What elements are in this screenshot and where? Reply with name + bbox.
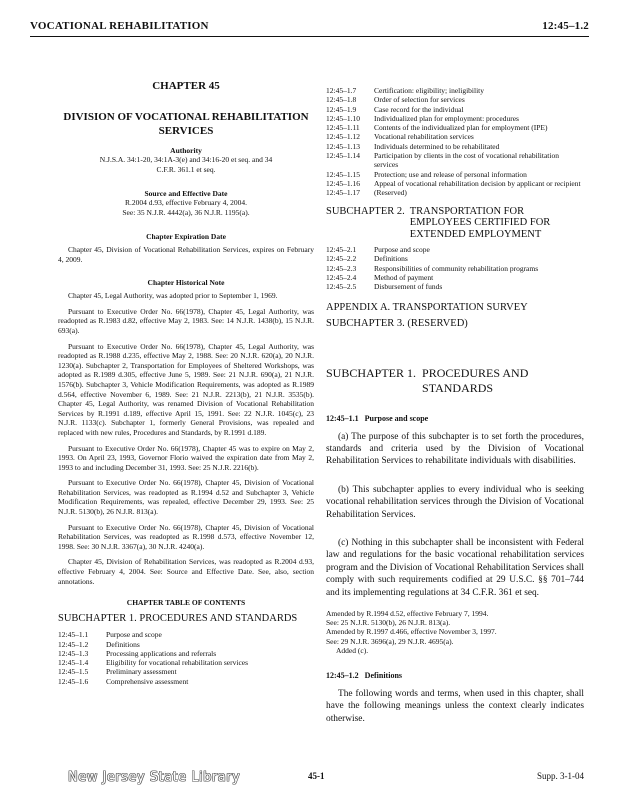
toc-entry[interactable] [326, 142, 584, 151]
toc-entry-title: Purpose and scope [106, 630, 162, 640]
toc-entry[interactable] [326, 245, 584, 254]
toc-subchapter-1-list-continued [326, 86, 584, 198]
page-number: 45-1 [308, 771, 325, 781]
toc-entry-number: 12:45–1.7 [326, 86, 357, 95]
toc-subchapter-2-label: SUBCHAPTER 2. [326, 205, 405, 217]
history-paragraph: Pursuant to Executive Order No. 66(1978), Chapter 45, Division of Vocational Rehabilitation Services, was readopted as R.1994 d.52 and Subchapter 3, Vehicle Modification Requirements, was repealed, effective December 29, 1993. See: 25 N.J.R. 5130(b), 26 N.J.R. 813(a). [58, 478, 314, 517]
toc-entry-number: 12:45–2.3 [326, 263, 357, 273]
toc-entry-number: 12:45–1.16 [326, 178, 360, 188]
toc-entry-number: 12:45–1.2 [58, 639, 89, 649]
section-number: 12:45–1.1 [326, 413, 359, 423]
toc-subchapter-2-list [326, 245, 584, 291]
toc-entry[interactable] [326, 114, 584, 123]
toc-entry[interactable] [326, 188, 584, 197]
toc-entry-number: 12:45–1.5 [58, 667, 89, 677]
supplement-date: Supp. 3-1-04 [537, 771, 584, 781]
toc-entry[interactable] [58, 649, 314, 658]
toc-entry-title: Protection; use and release of personal information [374, 169, 527, 179]
authority-text: N.J.S.A. 34:1-20, 34:1A-3(e) and 34:16-20 et seq. and 34 C.F.R. 361.1 et seq. [99, 155, 273, 174]
toc-entry[interactable] [58, 640, 314, 649]
source-heading: Source and Effective Date [144, 189, 228, 198]
history-paragraph: Pursuant to Executive Order No. 66(1978), Chapter 45, Legal Authority, was readopted as R.1988 d.235, effective May 2, 1988. See: 20 N.J.R. 620(a), 20 N.J.R. 1230(a). Subchapter 2, Transportation for Employees of Sheltered Workshops, was adopted as R.1989 d.305, effective June 5, 1989. See: 21 N.J.R. 690(a), 21 N.J.R. 1576(b). Subchapter 3, Vehicle Modification Requirements, was adopted as R.1989 d.564, effective November 6, 1989. See: 21 N.J.R. 2213(b), 21 N.J.R. 3535(b). Chapter 45, Legal Authority, was renamed Division of Vocational Rehabilitation Services by R.1991 d.189, effective April 15, 1991. See: 22 N.J.R. 1045(c), 23 N.J.R. 1133(c). Subchapter 1, formerly General Provisions, was repealed and replaced with new rules, Procedures and Standards, by R.1991 d.189. [58, 341, 314, 437]
section-title: Definitions [364, 671, 403, 681]
toc-entry-number: 12:45–1.9 [326, 104, 357, 114]
toc-entry[interactable] [326, 282, 584, 291]
toc-entry-title: Responsibilities of community rehabilitation programs [374, 263, 539, 273]
toc-entry-number: 12:45–2.5 [326, 282, 357, 292]
section-paragraph: (a) The purpose of this subchapter is to set forth the procedures, standards and criteria used by the Division of Vocational Rehabilitation Services to rehabilitate individuals with disabilities. [326, 431, 584, 467]
toc-entry-title: Eligibility for vocational rehabilitation services [106, 658, 249, 668]
toc-entry-title: Participation by clients in the cost of vocational rehabilitation services [374, 151, 559, 170]
toc-entry-title: Vocational rehabilitation services [374, 132, 474, 142]
toc-subchapter-3[interactable]: SUBCHAPTER 3. (RESERVED) [326, 317, 468, 329]
history-paragraph: Pursuant to Executive Order No. 66(1978), Chapter 45 was to expire on May 2, 1993. On April 23, 1993, Governor Florio waived the expiration date from May 2, 1993 to and including December 31, 1993. See: 25 N.J.R. 2216(b). [58, 443, 314, 472]
section-number: 12:45–1.2 [326, 671, 359, 681]
toc-entry-number: 12:45–1.1 [58, 630, 89, 640]
left-column [58, 46, 314, 686]
expiration-text: Chapter 45, Division of Vocational Rehabilitation Services, expires on February 4, 2009. [58, 245, 314, 264]
toc-entry-title: Certification: eligibility; ineligibility [374, 86, 484, 95]
history-paragraph: Pursuant to Executive Order No. 66(1978), Chapter 45, Division of Vocational Rehabilitation Services, was readopted as R.1998 d.573, effective November 12, 1998. See: 30 N.J.R. 3367(a), 30 N.J.R. 4240(a). [58, 522, 314, 551]
toc-entry[interactable] [326, 254, 584, 263]
section-title: Purpose and scope [364, 413, 429, 423]
toc-entry-title: Disbursement of funds [374, 282, 443, 292]
history-paragraph: Chapter 45, Legal Authority, was adopted prior to September 1, 1969. [68, 291, 278, 301]
toc-entry-title: Definitions [106, 639, 140, 649]
toc-entry[interactable] [58, 677, 314, 686]
right-column [326, 46, 584, 725]
toc-entry-title: (Reserved) [374, 188, 407, 198]
toc-entry-number: 12:45–1.15 [326, 169, 360, 179]
expiration-heading: Chapter Expiration Date [146, 232, 226, 241]
toc-entry[interactable] [326, 273, 584, 282]
toc-entry[interactable] [326, 105, 584, 114]
library-stamp: New Jersey State Library [68, 770, 241, 785]
toc-entry[interactable] [326, 86, 584, 95]
toc-entry[interactable] [326, 170, 584, 179]
toc-entry-number: 12:45–2.1 [326, 245, 357, 255]
section-heading [326, 671, 584, 680]
subchapter-1-title: PROCEDURES AND STANDARDS [422, 365, 529, 395]
toc-entry-title: Method of payment [374, 272, 434, 282]
chapter-title: DIVISION OF VOCATIONAL REHABILITATION SERVICES [63, 111, 309, 137]
running-header [30, 20, 589, 37]
subchapter-1-heading [326, 366, 584, 396]
toc-entry-title: Comprehensive assessment [106, 676, 189, 686]
toc-entry[interactable] [58, 667, 314, 676]
amendment-line: Added (c). [336, 645, 369, 655]
toc-entry-number: 12:45–1.13 [326, 141, 360, 151]
history-paragraph: Chapter 45, Division of Rehabilitation Services, was readopted as R.2004 d.93, effective February 4, 2004. See: Source and Effective Date. See, also, section annotations. [58, 557, 314, 586]
toc-entry-number: 12:45–1.11 [326, 123, 360, 133]
toc-entry-number: 12:45–1.10 [326, 113, 360, 123]
source-line-2: See: 35 N.J.R. 4442(a), 36 N.J.R. 1195(a). [122, 208, 250, 217]
toc-entry-title: Contents of the individualized plan for employment (IPE) [374, 123, 548, 133]
toc-entry-title: Individualized plan for employment: procedures [374, 113, 519, 123]
section-paragraph: The following words and terms, when used in this chapter, shall have the following meanings unless the context clearly indicates otherwise. [326, 689, 584, 724]
toc-entry[interactable] [326, 132, 584, 141]
toc-subchapter-2-title: TRANSPORTATION FOR EMPLOYEES CERTIFIED FOR EXTENDED EMPLOYMENT [409, 205, 551, 240]
header-title: VOCATIONAL REHABILITATION [30, 20, 209, 32]
header-section-number: 12:45–1.2 [542, 20, 589, 32]
toc-entry-title: Appeal of vocational rehabilitation decision by applicant or recipient [374, 178, 581, 188]
toc-entry-number: 12:45–1.12 [326, 132, 360, 142]
toc-entry-title: Processing applications and referrals [106, 648, 217, 658]
authority-heading: Authority [170, 146, 202, 155]
subchapter-1-label: SUBCHAPTER 1. [326, 365, 417, 380]
toc-entry-title: Definitions [374, 254, 408, 264]
source-line-1: R.2004 d.93, effective February 4, 2004. [125, 198, 247, 207]
toc-entry-title: Individuals determined to be rehabilitated [374, 141, 500, 151]
toc-entry-title: Preliminary assessment [106, 667, 177, 677]
amendment-line: See: 25 N.J.R. 5130(b), 26 N.J.R. 813(a). [326, 618, 451, 628]
toc-entry-number: 12:45–2.2 [326, 254, 357, 264]
history-heading: Chapter Historical Note [147, 278, 225, 288]
toc-entry-number: 12:45–1.6 [58, 676, 89, 686]
section-paragraph: (b) This subchapter applies to every individual who is seeking vocational rehabilitation services through the Division of Vocational Rehabilitation Services. [326, 484, 584, 520]
toc-entry[interactable] [326, 264, 584, 273]
toc-entry-number: 12:45–1.17 [326, 188, 360, 198]
toc-entry-number: 12:45–1.4 [58, 658, 89, 668]
section-heading [326, 414, 584, 423]
chapter-number: CHAPTER 45 [152, 80, 220, 92]
toc-entry[interactable] [326, 123, 584, 132]
toc-entry[interactable] [326, 151, 584, 170]
toc-entry-title: Purpose and scope [374, 245, 430, 255]
toc-entry[interactable] [326, 95, 584, 104]
toc-entry-number: 12:45–1.8 [326, 95, 357, 105]
amendment-line: See: 29 N.J.R. 3696(a), 29 N.J.R. 4695(a). [326, 636, 454, 646]
amendment-notes [326, 609, 584, 655]
history-paragraph: Pursuant to Executive Order No. 66(1978), Chapter 45, Legal Authority, was readopted as R.1983 d.82, effective May 2, 1983. See: 14 N.J.R. 1438(b), 15 N.J.R. 693(a). [58, 306, 314, 335]
toc-entry-title: Order of selection for services [374, 95, 465, 105]
amendment-line: Amended by R.1997 d.466, effective November 3, 1997. [326, 627, 497, 637]
toc-entry-number: 12:45–1.3 [58, 648, 89, 658]
toc-entry[interactable] [58, 658, 314, 667]
toc-entry[interactable] [58, 630, 314, 639]
toc-entry-number: 12:45–1.14 [326, 151, 360, 161]
section-paragraph: (c) Nothing in this subchapter shall be inconsistent with Federal law and regulations for the basic vocational rehabilitation services program and the Division of Vocational Rehabilitation Services shall comply with such requirements codified at 29 U.S.C. §§ 701–744 and its implementing regulations at 34 C.F.R. 361 et seq. [326, 537, 584, 598]
toc-subchapter-1-list [58, 630, 314, 686]
amendment-line: Amended by R.1994 d.52, effective February 7, 1994. [326, 609, 489, 619]
toc-heading: CHAPTER TABLE OF CONTENTS [126, 598, 246, 608]
toc-entry-title: Case record for the individual [374, 104, 464, 114]
toc-entry[interactable] [326, 179, 584, 188]
toc-appendix-a[interactable]: APPENDIX A. TRANSPORTATION SURVEY [326, 301, 528, 313]
toc-entry-number: 12:45–2.4 [326, 272, 357, 282]
toc-subchapter-1-heading: SUBCHAPTER 1. PROCEDURES AND STANDARDS [58, 613, 298, 625]
toc-subchapter-2-heading [326, 206, 584, 241]
page-footer [58, 770, 584, 786]
